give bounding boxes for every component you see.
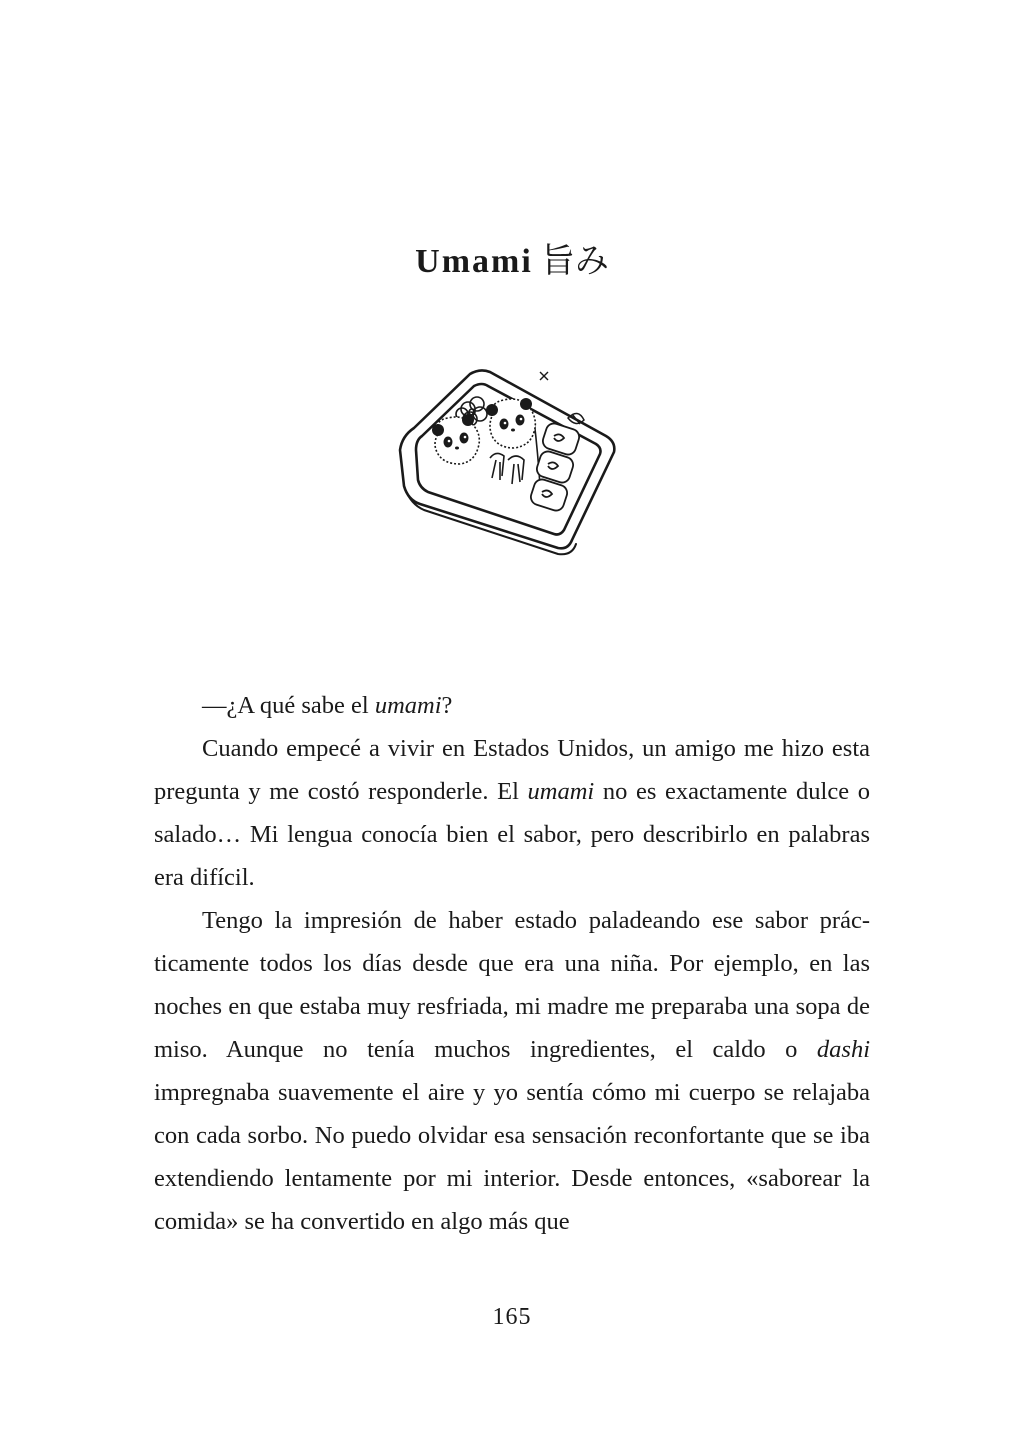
- chapter-title: [0, 233, 1024, 282]
- bento-box-icon: [388, 364, 628, 560]
- panda-rice-ball-right: [486, 398, 535, 448]
- chapter-title-japanese: 旨み: [540, 240, 609, 281]
- text-run: Tengo la impresión de haber estado paladeando ese sabor prácticamente todos los días desde que era una niña. Por ejemplo, en las noches en que estaba muy resfriada, mi madre me preparaba una sopa de miso. Aunque no tenía muchos ingredientes, el caldo o: [154, 907, 870, 1063]
- italic-term: umami: [527, 778, 595, 805]
- leaf-garnish: [568, 413, 584, 424]
- sparkle-icon: [540, 372, 548, 380]
- text-run: Cuando empecé a vivir en Estados Unidos, un amigo me hizo esta pregunta y me costó responderle. El: [154, 735, 870, 805]
- body-text: [154, 684, 870, 1243]
- paragraph: [154, 727, 870, 899]
- text-run: —¿A qué sabe el: [202, 692, 375, 719]
- italic-term: umami: [374, 692, 442, 719]
- page-number: 165: [492, 1304, 532, 1330]
- panda-rice-ball-left: [432, 414, 479, 464]
- italic-term: dashi: [816, 1036, 870, 1063]
- text-run: ?: [441, 692, 453, 719]
- paragraph: [154, 899, 870, 1243]
- rolled-omelette: [529, 421, 581, 512]
- chapter-title-text: Umami: [415, 242, 533, 280]
- text-run: impregnaba suavemente el aire y yo sentía cómo mi cuerpo se relajaba con cada sorbo. No puedo olvidar esa sensación reconfortante que se iba extendiendo lentamente por mi interior. Desde entonces, «saborear la comida» se ha convertido en algo más que: [154, 1079, 870, 1235]
- paragraph: [154, 684, 870, 727]
- octopus-sausages: [490, 453, 524, 484]
- text-run: no es exactamente dulce o salado… Mi lengua conocía bien el sabor, pero describirlo en palabras era difícil.: [154, 778, 870, 891]
